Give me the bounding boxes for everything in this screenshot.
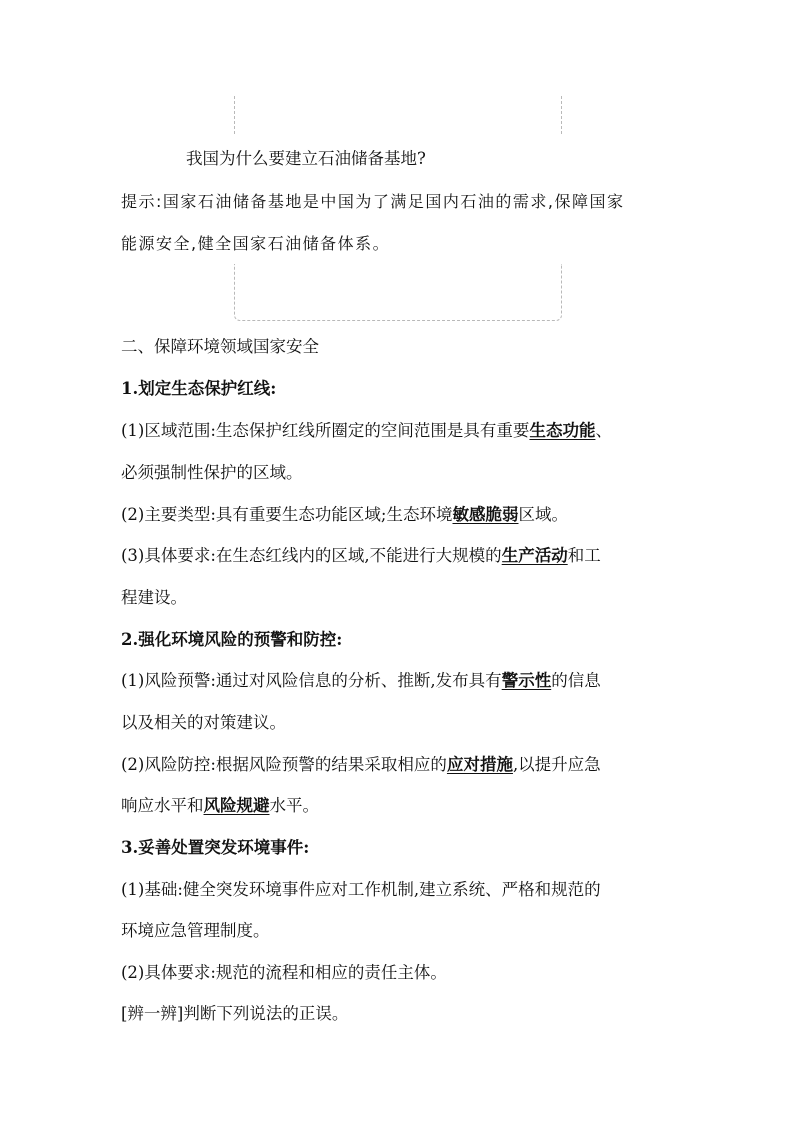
keyword-underlined: 警示性 xyxy=(501,671,552,690)
s2-paragraph-2-line-2: 响应水平和风险规避水平。 xyxy=(121,796,319,815)
keyword-underlined: 生产活动 xyxy=(501,546,568,565)
question-text: 我国为什么要建立石油储备基地? xyxy=(186,149,426,168)
hint-line-2: 能源安全,健全国家石油储备体系。 xyxy=(121,234,391,253)
keyword-underlined: 风险规避 xyxy=(203,796,270,815)
s1-paragraph-2: (2)主要类型:具有重要生态功能区域;生态环境敏感脆弱区域。 xyxy=(121,505,568,524)
s1-paragraph-3-line-2: 程建设。 xyxy=(121,588,187,607)
subsection-1-title: 1.划定生态保护红线: xyxy=(121,379,277,398)
section-heading: 二、保障环境领域国家安全 xyxy=(121,337,319,356)
keyword-underlined: 敏感脆弱 xyxy=(452,505,519,524)
s1-paragraph-3-line-1: (3)具体要求:在生态红线内的区域,不能进行大规模的生产活动和工 xyxy=(121,546,601,565)
hint-line-1: 提示:国家石油储备基地是中国为了满足国内石油的需求,保障国家 xyxy=(121,192,625,211)
s3-paragraph-2: (2)具体要求:规范的流程和相应的责任主体。 xyxy=(121,963,447,982)
subsection-3-title: 3.妥善处置突发环境事件: xyxy=(121,838,310,857)
question-box-top-border xyxy=(234,96,562,134)
s1-paragraph-1-line-2: 必须强制性保护的区域。 xyxy=(121,463,303,482)
s1-paragraph-1-line-1: (1)区域范围:生态保护红线所圈定的空间范围是具有重要生态功能、 xyxy=(121,421,612,440)
s3-paragraph-1-line-2: 环境应急管理制度。 xyxy=(121,921,270,940)
keyword-underlined: 应对措施 xyxy=(446,755,513,774)
s2-paragraph-2-line-1: (2)风险防控:根据风险预警的结果采取相应的应对措施,以提升应急 xyxy=(121,755,601,774)
question-box-bottom-border xyxy=(234,264,562,321)
s3-paragraph-1-line-1: (1)基础:健全突发环境事件应对工作机制,建立系统、严格和规范的 xyxy=(121,880,601,899)
keyword-underlined: 生态功能 xyxy=(529,421,596,440)
s2-paragraph-1-line-2: 以及相关的对策建议。 xyxy=(121,713,286,732)
exercise-prompt: [辨一辨]判断下列说法的正误。 xyxy=(121,1004,349,1023)
subsection-2-title: 2.强化环境风险的预警和防控: xyxy=(121,630,343,649)
s2-paragraph-1-line-1: (1)风险预警:通过对风险信息的分析、推断,发布具有警示性的信息 xyxy=(121,671,601,690)
